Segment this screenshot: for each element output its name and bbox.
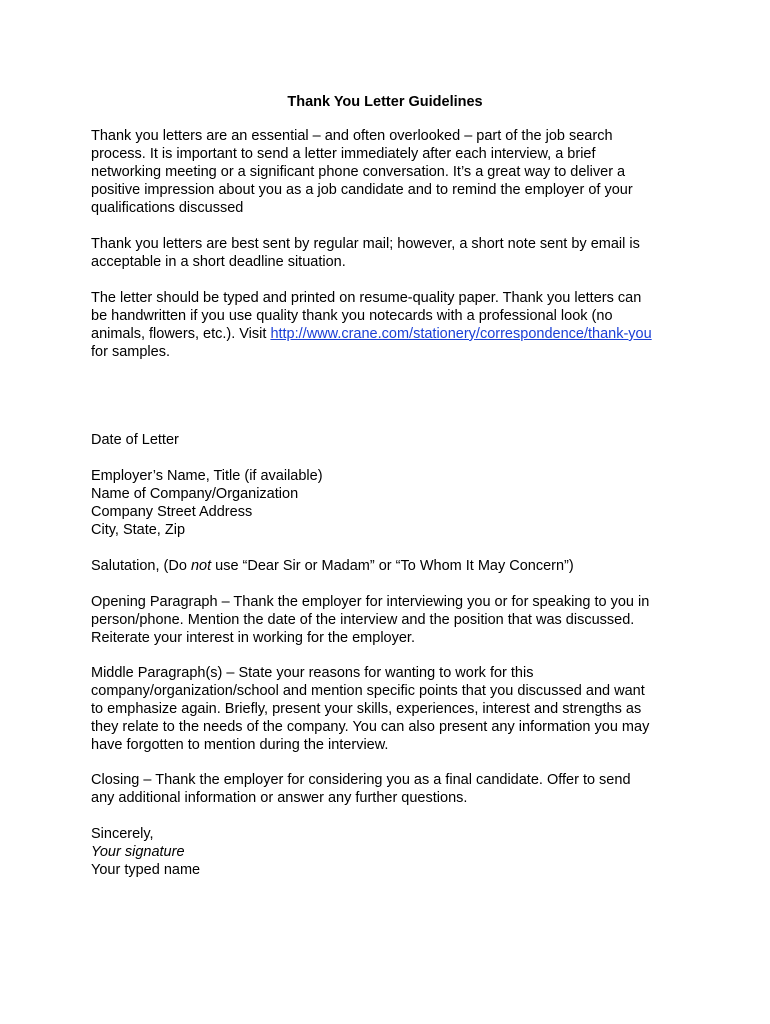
text-line: for samples. xyxy=(91,343,170,360)
text-line: networking meeting or a significant phone conversation. It’s a great way to deliver a xyxy=(91,163,626,180)
mail-paragraph xyxy=(91,236,691,272)
paper-paragraph xyxy=(91,290,691,362)
text-line: to emphasize again. Briefly, present your skills, experiences, interest and strengths as xyxy=(91,700,642,717)
salutation-line xyxy=(91,558,691,576)
signature-text: Your signature xyxy=(91,843,185,860)
crane-stationery-link[interactable]: http://www.crane.com/stationery/correspondence/thank-you xyxy=(270,325,652,342)
text-line: Date of Letter xyxy=(91,432,179,448)
text-line xyxy=(91,558,691,576)
text-line: The letter should be typed and printed on resume-quality paper. Thank you letters can xyxy=(91,290,642,306)
text-line xyxy=(91,326,691,344)
date-of-letter xyxy=(91,432,691,450)
text-line: they relate to the needs of the company. You can also present any information you may xyxy=(91,718,650,735)
salutation-prefix: Salutation, (Do xyxy=(91,558,191,574)
address-line: Name of Company/Organization xyxy=(91,485,299,502)
text-line: process. It is important to send a letter immediately after each interview, a brief xyxy=(91,145,596,162)
text-line: Reiterate your interest in working for the employer. xyxy=(91,629,415,646)
typed-name-line: Your typed name xyxy=(91,861,201,878)
text-line: person/phone. Mention the date of the interview and the position that was discussed. xyxy=(91,611,635,628)
text-line: Middle Paragraph(s) – State your reasons for wanting to work for this xyxy=(91,665,534,681)
middle-paragraph xyxy=(91,665,691,755)
text-line: be handwritten if you use quality thank you notecards with a professional look (no xyxy=(91,307,613,324)
text-line: Opening Paragraph – Thank the employer for interviewing you or for speaking to you in xyxy=(91,594,650,610)
address-line: Company Street Address xyxy=(91,503,253,520)
text-line: Thank you letters are an essential – and often overlooked – part of the job search xyxy=(91,128,613,144)
address-block xyxy=(91,468,691,540)
sign-off-block xyxy=(91,826,691,880)
text-line: have forgotten to mention during the interview. xyxy=(91,736,389,753)
text-line: any additional information or answer any further questions. xyxy=(91,789,468,806)
sincerely-line: Sincerely, xyxy=(91,826,154,842)
opening-paragraph xyxy=(91,594,691,648)
address-line: City, State, Zip xyxy=(91,521,186,538)
intro-paragraph xyxy=(91,128,691,218)
text-line: qualifications discussed xyxy=(91,199,244,216)
signature-line xyxy=(91,844,691,862)
text-line: company/organization/school and mention specific points that you discussed and want xyxy=(91,682,645,699)
closing-paragraph xyxy=(91,772,691,808)
salutation-emphasis: not xyxy=(190,558,212,574)
text-line: Thank you letters are best sent by regular mail; however, a short note sent by email is xyxy=(91,236,640,252)
page-title: Thank You Letter Guidelines xyxy=(287,94,483,110)
address-line: Employer’s Name, Title (if available) xyxy=(91,468,323,484)
text-line: positive impression about you as a job candidate and to remind the employer of your xyxy=(91,181,633,198)
text-line: Closing – Thank the employer for considering you as a final candidate. Offer to send xyxy=(91,772,631,788)
text-line-prefix: animals, flowers, etc.). Visit xyxy=(91,325,271,342)
text-line: acceptable in a short deadline situation. xyxy=(91,253,346,270)
salutation-suffix: use “Dear Sir or Madam” or “To Whom It May Concern”) xyxy=(211,558,574,574)
